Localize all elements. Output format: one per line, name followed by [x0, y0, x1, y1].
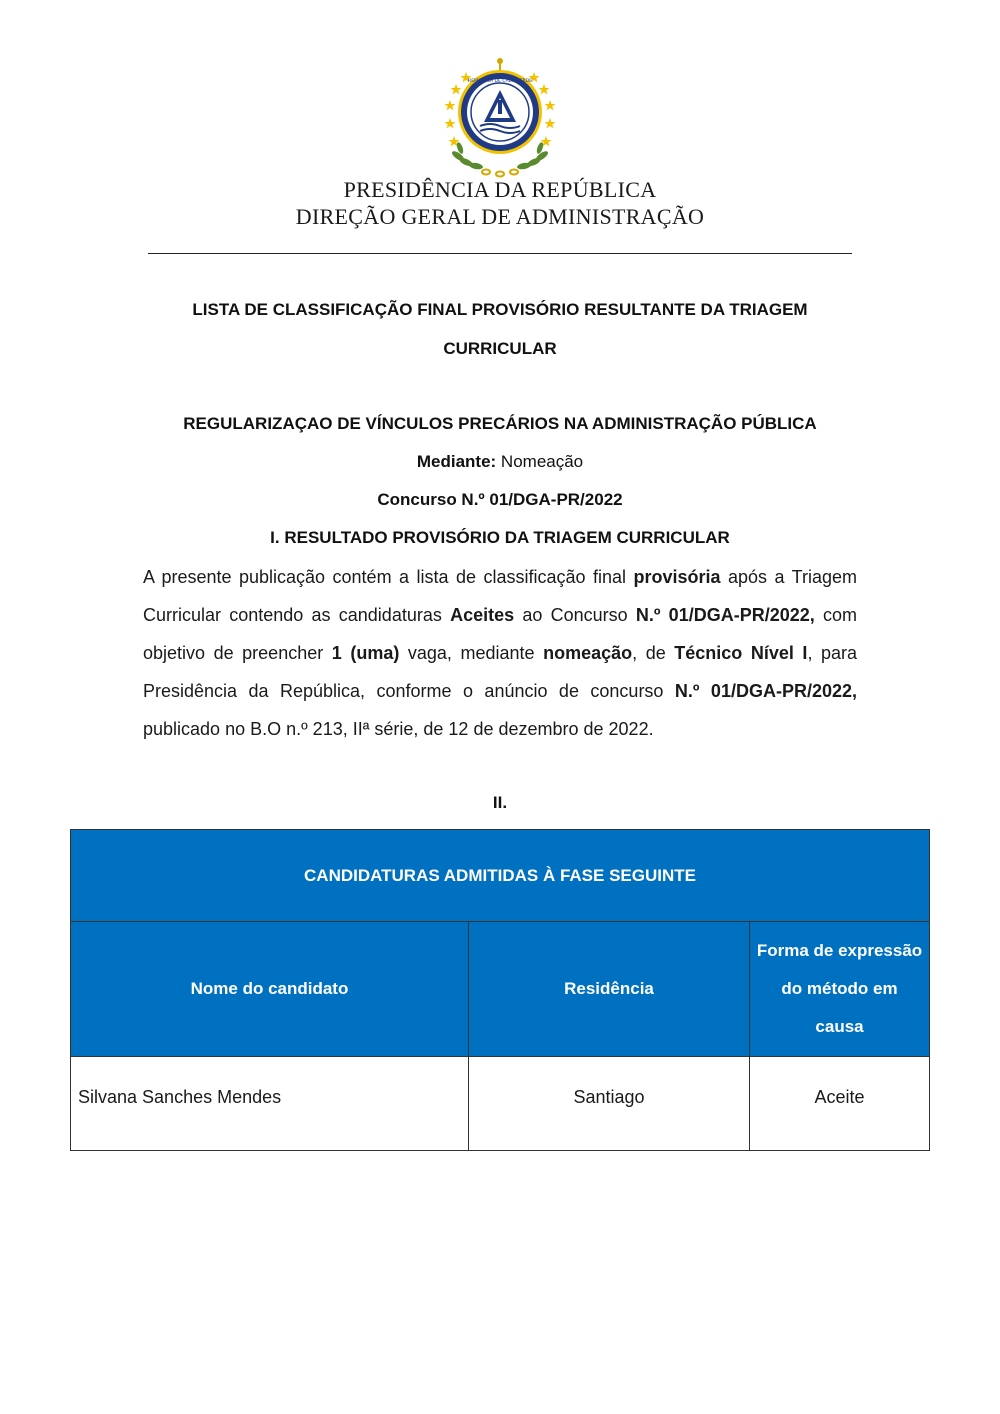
- section1-paragraph: [143, 558, 857, 748]
- para-text: com objetivo de preencher: [143, 605, 857, 663]
- para-text: , para Presidência da República, conforme o anúncio de concurso: [143, 643, 858, 701]
- mediante-line: [120, 452, 880, 472]
- para-bold: Técnico Nível I: [674, 643, 808, 663]
- para-bold: N.º 01/DGA-PR/2022,: [635, 605, 815, 625]
- department-name: DIREÇÃO GERAL DE ADMINISTRAÇÃO: [295, 204, 705, 229]
- candidate-result: Aceite: [750, 1057, 930, 1151]
- para-bold: provisória: [633, 567, 721, 587]
- table-banner-row: [71, 830, 930, 922]
- para-bold: N.º 01/DGA-PR/2022,: [674, 681, 857, 701]
- section1-heading: I. RESULTADO PROVISÓRIO DA TRIAGEM CURRICULAR: [270, 528, 730, 547]
- column-header-residence: Residência: [469, 922, 750, 1057]
- para-text: ao Concurso: [514, 605, 636, 625]
- table-row: [71, 1057, 930, 1151]
- column-header-name: Nome do candidato: [71, 922, 469, 1057]
- para-text: publicado no B.O n.º 213, IIª série, de 12 de dezembro de 2022.: [143, 719, 654, 739]
- svg-text:REPÚBLICA DE CABO VERDE: REPÚBLICA DE CABO VERDE: [468, 79, 532, 84]
- para-text: , de: [632, 643, 675, 663]
- organization-name: PRESIDÊNCIA DA REPÚBLICA: [343, 177, 657, 202]
- candidate-residence: Santiago: [469, 1057, 750, 1151]
- header-divider: [148, 253, 852, 254]
- column-header-method: Forma de expressão do método em causa: [750, 922, 930, 1057]
- coat-of-arms-icon: [436, 56, 564, 180]
- mediante-label: Mediante:: [416, 452, 497, 471]
- candidate-name: Silvana Sanches Mendes: [71, 1057, 469, 1151]
- candidates-table: [70, 829, 930, 1151]
- para-text: vaga, mediante: [399, 643, 544, 663]
- document-title-line2: CURRICULAR: [443, 339, 557, 358]
- table-banner: CANDIDATURAS ADMITIDAS À FASE SEGUINTE: [71, 830, 930, 922]
- para-bold: Aceites: [450, 605, 515, 625]
- mediante-value: Nomeação: [500, 452, 584, 471]
- para-text: após a Triagem Curricular contendo as candidaturas: [143, 567, 857, 625]
- para-text: A presente publicação contém a lista de classificação final: [143, 567, 634, 587]
- para-bold: nomeação: [543, 643, 633, 663]
- concurso-number: Concurso N.º 01/DGA-PR/2022: [377, 490, 623, 509]
- para-bold: 1 (uma): [331, 643, 400, 663]
- document-subtitle: REGULARIZAÇAO DE VÍNCULOS PRECÁRIOS NA ADMINISTRAÇÃO PÚBLICA: [183, 414, 817, 433]
- document-title-line1: LISTA DE CLASSIFICAÇÃO FINAL PROVISÓRIO RESULTANTE DA TRIAGEM: [192, 300, 808, 319]
- section2-heading: II.: [492, 793, 508, 812]
- table-header-row: [71, 922, 930, 1057]
